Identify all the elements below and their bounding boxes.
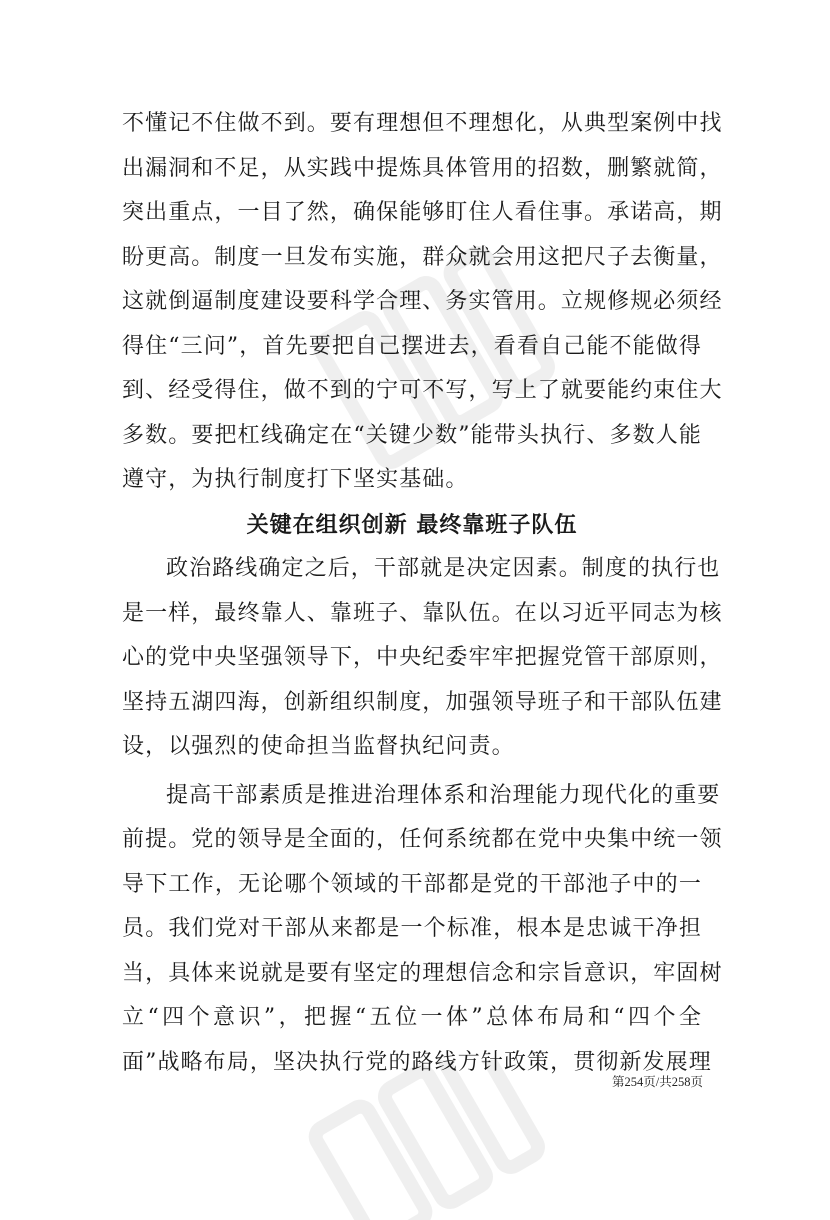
text-line: 坚持五湖四海，创新组织制度，加强领导班子和干部队伍建: [122, 689, 723, 715]
text-line: 出漏洞和不足，从实践中提炼具体管用的招数，删繁就简，: [122, 155, 723, 181]
paragraph: [122, 547, 723, 770]
text-line: 多数。要把杠线确定在“关键少数”能带头执行、多数人能: [122, 422, 702, 448]
text-line: 遵守，为执行制度打下坚实基础。: [122, 467, 469, 492]
document-body: [122, 102, 723, 1085]
text-line: 导下工作，无论哪个领域的干部都是党的干部池子中的一: [122, 871, 702, 897]
text-line: 员。我们党对干部从来都是一个标准，根本是忠诚干净担: [122, 916, 702, 941]
paragraph: [122, 774, 723, 1086]
text-line: 突出重点，一目了然，确保能够盯住人看住事。承诺高，期: [122, 200, 723, 225]
text-line: 设，以强烈的使命担当监督执纪问责。: [122, 734, 515, 759]
text-line: 提高干部素质是推进治理体系和治理能力现代化的重要: [166, 782, 721, 808]
text-line: 前提。党的领导是全面的，任何系统都在党中央集中统一领: [122, 827, 723, 852]
text-line: 到、经受得住，做不到的宁可不写，写上了就要能约束住大: [122, 378, 723, 403]
text-line: 立“四个意识”，把握“五位一体”总体布局和“四个全: [122, 1005, 702, 1030]
text-line: 盼更高。制度一旦发布实施，群众就会用这把尺子去衡量，: [122, 244, 723, 270]
section-heading: 关键在组织创新 最终靠班子队伍: [246, 511, 578, 538]
text-line: 心的党中央坚强领导下，中央纪委牢牢把握党管干部原则，: [122, 645, 723, 670]
text-line: 不懂记不住做不到。要有理想但不理想化，从典型案例中找: [122, 111, 723, 136]
text-line: 当，具体来说就是要有坚定的理想信念和宗旨意识，牢固树: [122, 960, 723, 986]
text-line: 这就倒逼制度建设要科学合理、务实管用。立规修规必须经: [122, 289, 723, 314]
text-line: 得住“三问”，首先要把自己摆进去，看看自己能不能做得: [122, 333, 702, 359]
page-number: 第254页/共258页: [612, 1075, 703, 1089]
paragraph-continued: [122, 102, 723, 503]
text-line: 面”战略布局，坚决执行党的路线方针政策，贯彻新发展理: [122, 1049, 712, 1075]
text-line: 政治路线确定之后，干部就是决定因素。制度的执行也: [166, 556, 721, 581]
text-line: 是一样，最终靠人、靠班子、靠队伍。在以习近平同志为核: [122, 600, 723, 626]
